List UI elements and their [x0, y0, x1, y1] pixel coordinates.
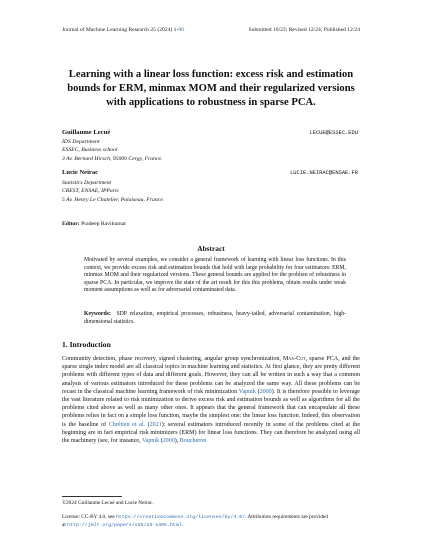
citation-chretien[interactable]: Chrétien et al.	[108, 421, 146, 428]
journal-name: Journal of Machine Learning Research 25 (2024) 1-	[62, 27, 179, 33]
citation-vapnik-2[interactable]: Vapnik	[141, 438, 160, 445]
editor-label: Editor:	[62, 221, 80, 227]
affiliation-line: 3 Av. Bernard Hirsch, 95000 Cergy, France.	[62, 155, 163, 162]
affiliation-line: IDS Department	[62, 139, 100, 145]
footnote-rule	[62, 496, 122, 497]
journal-header	[62, 27, 184, 33]
license-suffix: . Attribution requirements are provided	[245, 514, 328, 520]
license-line	[62, 514, 362, 521]
keywords-text: SDP relaxation, empirical processes, robustness, heavy-tailed, adversarial contamination, high-dimensional statistics.	[84, 311, 347, 325]
intro-text-2: , sparse PCA, and the sparse single index model are all classical topics in machine learning and statistics. At first glance, they are pretty different problems with different types of data and different goals. However, they can all be written in such a way that a common analysis of various estimators introduced for these problems can be analyzed the same way. All these problems can be recast in the classical machine learning framework of risk minimization	[62, 356, 360, 395]
affiliation-line: 5 Av. Henry Le Chatelier, Palaiseau, France.	[62, 196, 165, 203]
author-affiliation-2	[62, 179, 164, 204]
maxcut-term: Max-Cut	[283, 356, 306, 362]
intro-text-3: . It is therefore possible to leverage the vast literature related to risk minimization to derive excess risk and estimation bounds as well as algorithms for all the problems cited above as well as many other ones. It appears that the general framework that can encapsulate all these problems relies in fact on a simple loss function, maybe the simplest one: the linear loss function. Indeed, this observation is the baseline of	[62, 388, 360, 428]
intro-text-4: : several estimators introduced recently in some of the problems cited at the beginning are in fact empirical risk minimizers (ERM) for linear loss functions. They can therefore be analyzed using all the machinery (see, for instance,	[62, 421, 360, 445]
copyright-line: ©2024 Guillaume Lecué and Lucie Neirac.	[62, 500, 154, 506]
intro-paragraph: Community detection, phase recovery, signed clustering, angular group synchronization, Max-Cut, sparse PCA, and the sparse single index model are all classical topics in machine learning and statistics. At first glance, they are pretty different problems with different types of data and different goals. However, they can all be written in such a way that a common analysis of various estimators introduced for these problems can be analyzed the same way. All these problems can be recast in the classical machine learning framework of risk minimization Vapnik (2000). It is therefore possible to leverage the vast literature related to risk minimization to derive excess risk and estimation bounds as well as algorithms for all the problems cited above as well as many other ones. It appears that the general framework that can encapsulate all these problems relies in fact on a simple loss function, maybe the simplest one: the linear loss function. Indeed, this observation is the baseline of Chrétien et al. (2021): several estimators introduced recently in some of the problems cited at the beginning are in fact empirical risk minimizers (ERM) for linear loss functions. They can therefore be analyzed using all the machinery (see, for instance, Vapnik (2000), Boucheron	[62, 356, 360, 445]
citation-boucheron[interactable]: Boucheron	[179, 438, 207, 445]
author-email-1[interactable]: LECUE@ESSEC.EDU	[309, 130, 358, 136]
attribution-line	[62, 522, 362, 529]
author-name-1: Guillaume Lecué	[62, 129, 111, 136]
author-email-2[interactable]: LUCIE.NEIRAC@ENSAE.FR	[290, 170, 358, 176]
abstract-heading: Abstract	[197, 244, 225, 253]
attribution-prefix: at	[62, 522, 68, 528]
pages-end-link[interactable]: 90	[178, 27, 184, 33]
section-heading: 1. Introduction	[62, 340, 111, 349]
keywords-label: Keywords:	[84, 311, 111, 317]
attribution-suffix: .	[181, 522, 183, 528]
affiliation-line: Statistics Department	[62, 180, 112, 186]
keywords	[84, 311, 346, 326]
license-prefix: License: CC-BY 4.0, see	[62, 514, 116, 520]
paper-url-link[interactable]: http://jmlr.org/papers/v25/23-1405.html	[67, 523, 182, 528]
citation-vapnik[interactable]: Vapnik	[238, 388, 256, 395]
abstract-text: Motivated by several examples, we consider a general framework of learning with linear loss functions. In this context, we provide excess risk and estimation bounds that hold with large probability for four estimators: ERM, minmax MOM and their regularized versions. These general bounds are applied for the problem of robustness in sparse PCA. In particular, we improve the state of the art result for this this problems, obtain results under weak moment assumptions as well as for adversarial contaminated data.	[84, 257, 346, 294]
paper-title: Learning with a linear loss function: excess risk and estimation bounds for ERM, minmax MOM and their regularized versions with applications to robustness in sparse PCA.	[67, 69, 355, 108]
editor-line	[62, 221, 126, 227]
citation-vapnik-year[interactable]: 2000	[259, 388, 272, 395]
citation-vapnik-2-year[interactable]: 2000	[162, 438, 175, 445]
editor-name: Pradeep Ravikumar	[81, 221, 127, 227]
license-url-link[interactable]: https://creativecommons.org/licenses/by/4.0/	[115, 515, 246, 520]
affiliation-line: CREST, ENSAE, IPParis	[62, 188, 119, 195]
intro-text-1: Community detection, phase recovery, signed clustering, angular group synchronization,	[62, 356, 281, 362]
author-affiliation-1	[62, 138, 162, 163]
affiliation-line: ESSEC, Business school	[62, 147, 118, 154]
author-name-2: Lucie Neirac	[62, 169, 99, 176]
submission-dates: Submitted 10/23; Revised 12/24; Published 12/24	[248, 27, 360, 33]
citation-chretien-year[interactable]: 2021	[149, 421, 162, 428]
